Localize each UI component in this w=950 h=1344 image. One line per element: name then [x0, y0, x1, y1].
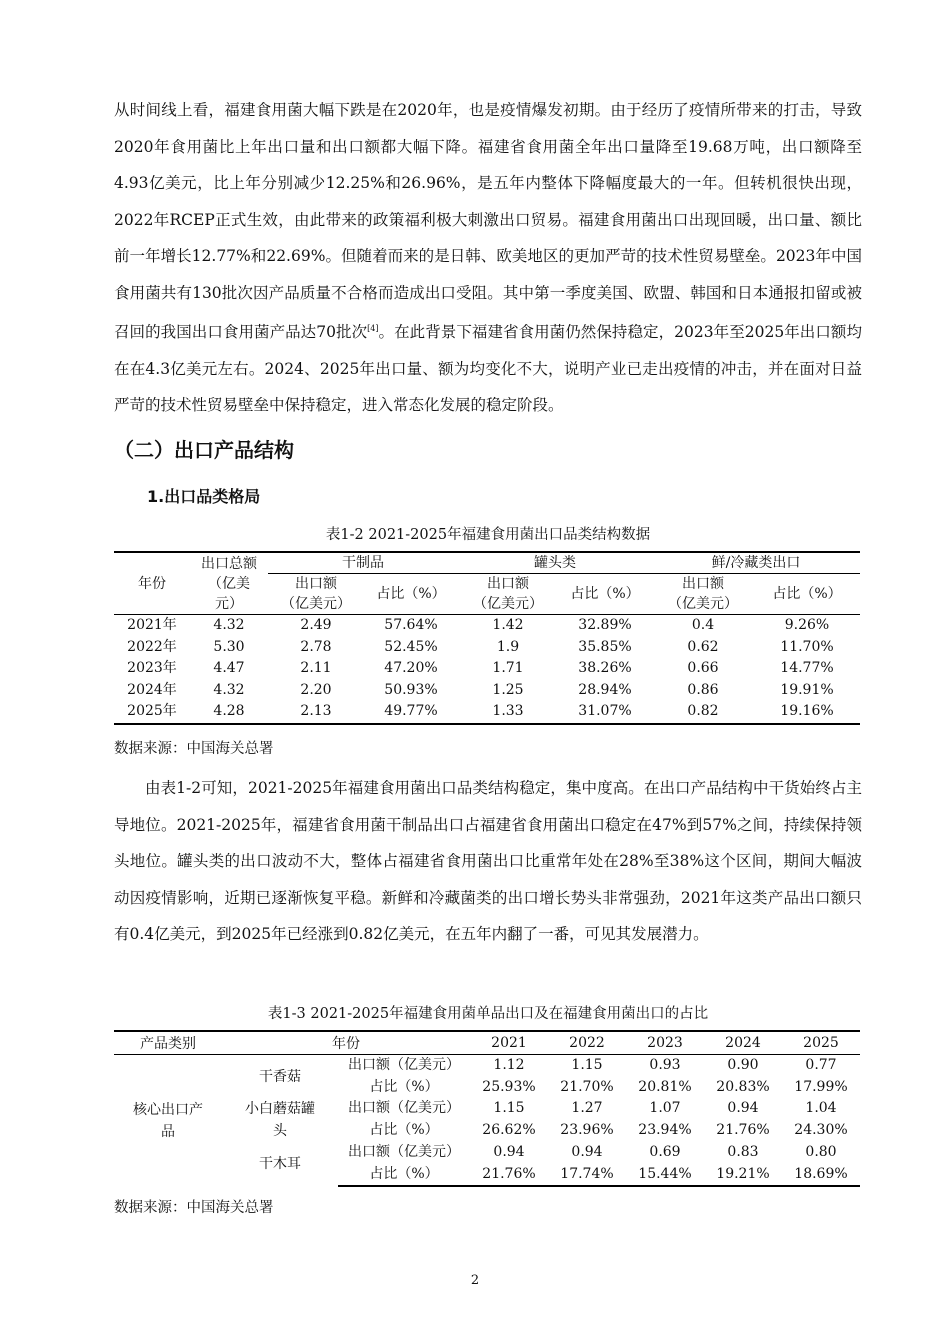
cell-dried-share: 52.45% — [384, 638, 438, 655]
table1-caption: 表1-2 2021-2025年福建食用菌出口品类结构数据 — [325, 527, 651, 543]
cell-share: 25.93% — [482, 1078, 536, 1095]
cell-dried-share: 49.77% — [364, 701, 458, 724]
cell-dried-amount: 2.11 — [300, 660, 332, 676]
product-name-button-mushroom-canned — [222, 1098, 338, 1142]
paragraph-export-timeline — [114, 92, 862, 424]
cell-share: 20.83% — [716, 1078, 770, 1095]
header-total-line2: （亿美 — [208, 575, 250, 592]
table-row — [114, 1098, 860, 1120]
cell-share: 21.70% — [560, 1078, 614, 1095]
metric-share-label: 占比（%） — [369, 1122, 439, 1139]
header-amount-line2: （亿美元） — [668, 596, 738, 612]
header-canned: 罐头类 — [458, 552, 652, 574]
table-category-structure — [114, 551, 860, 725]
metric-share-label: 占比（%） — [338, 1164, 470, 1187]
cell-amount: 1.15 — [493, 1100, 525, 1117]
cell-amount: 0.94 — [727, 1100, 759, 1117]
group-label-line2: 品 — [161, 1123, 175, 1140]
cell-amount: 0.94 — [493, 1144, 525, 1160]
cell-amount: 1.12 — [493, 1057, 525, 1073]
cell-canned-amount: 1.71 — [492, 660, 524, 676]
cell-total: 5.30 — [213, 638, 245, 655]
cell-dried-share: 47.20% — [384, 660, 438, 676]
cell-dried-amount: 2.20 — [300, 681, 332, 698]
cell-canned-amount: 1.9 — [496, 638, 520, 655]
cell-dried-amount: 2.13 — [268, 701, 364, 724]
cell-total: 4.32 — [213, 681, 245, 698]
product-name-wood-ear — [222, 1142, 338, 1186]
product-name-line1: 干木耳 — [259, 1156, 301, 1172]
header-fresh-share: 占比（%） — [754, 574, 860, 615]
cell-fresh-amount: 0.62 — [687, 638, 719, 655]
cell-year: 2024年 — [127, 681, 177, 698]
cell-share: 18.69% — [782, 1164, 860, 1187]
table-row — [114, 680, 860, 702]
group-label — [114, 1055, 222, 1187]
header-year: 年份 — [114, 552, 190, 615]
cell-amount: 0.77 — [805, 1057, 837, 1073]
cell-canned-share: 32.89% — [578, 617, 632, 633]
cell-amount: 0.83 — [727, 1144, 759, 1160]
cell-dried-share: 57.64% — [384, 617, 438, 633]
cell-amount: 0.69 — [649, 1144, 681, 1160]
cell-year: 2022年 — [127, 638, 177, 655]
cell-share: 20.81% — [638, 1078, 692, 1095]
header-year-2021: 2021 — [470, 1031, 548, 1055]
cell-canned-amount: 1.25 — [492, 681, 524, 698]
page-number: 2 — [470, 1273, 480, 1288]
header-dried-amount — [268, 574, 364, 615]
cell-canned-share: 35.85% — [578, 638, 632, 655]
cell-year: 2025年 — [114, 701, 190, 724]
table-row — [114, 658, 860, 680]
cell-share: 21.76% — [716, 1122, 770, 1139]
cell-dried-share: 50.93% — [384, 681, 438, 698]
table2-source-note: 数据来源：中国海关总署 — [114, 1200, 274, 1216]
header-amount-line2: （亿美元） — [473, 596, 543, 612]
paragraph-text-cont: 。在此背景下福建省食用菌仍然保持稳定，2023年至2025年出口额均在在4.3亿美元左右。2024、2025年出口量、额为均变化不大，说明产业已走出疫情的冲击，并在面对日益严苛的技术性贸易壁垒中保持稳定，进入常态化发展的稳定阶段。 — [114, 323, 862, 415]
cell-amount: 1.15 — [571, 1057, 603, 1073]
cell-fresh-share: 19.16% — [754, 701, 860, 724]
header-year-2023: 2023 — [626, 1031, 704, 1055]
header-year: 年份 — [222, 1031, 470, 1055]
cell-amount: 0.90 — [727, 1057, 759, 1073]
header-total-line3: 元） — [215, 595, 243, 612]
cell-share: 17.99% — [794, 1078, 848, 1095]
header-canned-share: 占比（%） — [558, 574, 652, 615]
cell-fresh-share: 19.91% — [780, 681, 834, 698]
cell-year: 2021年 — [127, 617, 177, 633]
cell-fresh-amount: 0.4 — [691, 617, 715, 633]
table-row — [114, 1055, 860, 1077]
table-row — [114, 615, 860, 637]
metric-amount-label: 出口额（亿美元） — [348, 1144, 460, 1160]
cell-year: 2023年 — [127, 660, 177, 676]
cell-total: 4.32 — [213, 617, 245, 633]
header-year-2022: 2022 — [548, 1031, 626, 1055]
cell-fresh-amount: 0.66 — [687, 660, 719, 676]
cell-canned-amount: 1.33 — [458, 701, 558, 724]
cell-amount: 0.93 — [649, 1057, 681, 1073]
cell-share: 23.94% — [638, 1122, 692, 1139]
cell-amount: 0.94 — [571, 1144, 603, 1160]
cell-fresh-amount: 0.86 — [687, 681, 719, 698]
cell-total: 4.28 — [190, 701, 268, 724]
cell-fresh-share: 11.70% — [780, 638, 834, 655]
cell-amount: 1.07 — [649, 1100, 681, 1117]
cell-share: 21.76% — [470, 1164, 548, 1187]
metric-amount-label: 出口额（亿美元） — [348, 1057, 460, 1073]
table-row — [114, 637, 860, 659]
header-category: 产品类别 — [114, 1031, 222, 1055]
header-amount-line1: 出口额 — [487, 576, 529, 592]
cell-fresh-share: 9.26% — [784, 617, 830, 633]
product-name-shiitake — [222, 1055, 338, 1099]
cell-amount: 1.27 — [571, 1100, 603, 1117]
paragraph-text: 从时间线上看，福建食用菌大幅下跌是在2020年，也是疫情爆发初期。由于经历了疫情所带来的打击，导致2020年食用菌比上年出口量和出口额都大幅下降。福建省食用菌全年出口量降至19.68万吨，出口额降至4.93亿美元，比上年分别减少12.25%和26.96%，是五年内整体下降幅度最大的一年。但转机很快出现，2022年RCEP正式生效，由此带来的政策福利极大刺激出口贸易。福建食用菌出口出现回暖，出口量、额比前一年增长12.77%和22.69%。但随着而来的是日韩、欧美地区的更加严苛的技术性贸易壁垒。2023年中国食用菌共有130批次因产品质量不合格而造成出口受阻。其中第一季度美国、欧盟、韩国和日本通报扣留或被召回的我国出口食用菌产品达70批次 — [114, 101, 862, 342]
cell-share: 23.96% — [560, 1122, 614, 1139]
header-amount-line1: 出口额 — [682, 576, 724, 592]
cell-canned-share: 31.07% — [558, 701, 652, 724]
cell-amount: 1.04 — [805, 1100, 837, 1117]
cell-amount: 0.80 — [805, 1144, 837, 1160]
product-name-line1: 干香菇 — [259, 1068, 301, 1085]
table2-caption: 表1-3 2021-2025年福建食用菌单品出口及在福建食用菌出口的占比 — [267, 1006, 709, 1022]
product-name-line2: 头 — [273, 1123, 287, 1139]
header-total — [190, 552, 268, 615]
paragraph-category-analysis: 由表1-2可知，2021-2025年福建食用菌出口品类结构稳定，集中度高。在出口产品结构中干货始终占主导地位。2021-2025年，福建省食用菌干制品出口占福建省食用菌出口稳定在47%到57%之间，持续保持领头地位。罐头类的出口波动不大，整体占福建省食用菌出口比重常年处在28%至38%这个区间，期间大幅波动因疫情影响，近期已逐渐恢复平稳。新鲜和冷藏菌类的出口增长势头非常强劲，2021年这类产品出口额只有0.4亿美元，到2025年已经涨到0.82亿美元，在五年内翻了一番，可见其发展潜力。 — [114, 779, 862, 943]
cell-fresh-amount: 0.82 — [652, 701, 754, 724]
metric-share-label: 占比（%） — [369, 1078, 439, 1095]
cell-canned-amount: 1.42 — [492, 617, 524, 633]
cell-dried-amount: 2.78 — [300, 638, 332, 655]
table-row — [114, 701, 860, 724]
metric-amount-label: 出口额（亿美元） — [348, 1100, 460, 1117]
header-fresh-amount — [652, 574, 754, 615]
cell-fresh-share: 14.77% — [780, 660, 834, 676]
cell-canned-share: 38.26% — [578, 660, 632, 676]
cell-share: 24.30% — [794, 1122, 848, 1139]
subsection-heading: 1.出口品类格局 — [147, 487, 261, 506]
section-heading: （二）出口产品结构 — [114, 438, 294, 462]
cell-total: 4.47 — [213, 660, 245, 676]
cell-share: 15.44% — [626, 1164, 704, 1187]
header-dried: 干制品 — [268, 552, 458, 574]
cell-share: 26.62% — [482, 1122, 536, 1139]
citation-ref: [4] — [367, 324, 379, 333]
header-total-line1: 出口总额 — [201, 555, 257, 572]
header-amount-line1: 出口额 — [295, 576, 337, 592]
cell-share: 17.74% — [548, 1164, 626, 1187]
table-row — [114, 1142, 860, 1164]
cell-canned-share: 28.94% — [578, 681, 632, 698]
group-label-line1: 核心出口产 — [133, 1101, 203, 1118]
header-canned-amount — [458, 574, 558, 615]
table1-source-note: 数据来源：中国海关总署 — [114, 741, 274, 757]
header-amount-line2: （亿美元） — [281, 596, 351, 612]
table-single-product-share — [114, 1030, 860, 1187]
header-year-2024: 2024 — [704, 1031, 782, 1055]
cell-dried-amount: 2.49 — [300, 617, 332, 633]
header-fresh: 鲜/冷藏类出口 — [652, 552, 860, 574]
product-name-line1: 小白蘑菇罐 — [245, 1101, 315, 1117]
cell-share: 19.21% — [704, 1164, 782, 1187]
header-dried-share: 占比（%） — [364, 574, 458, 615]
header-year-2025: 2025 — [782, 1031, 860, 1055]
